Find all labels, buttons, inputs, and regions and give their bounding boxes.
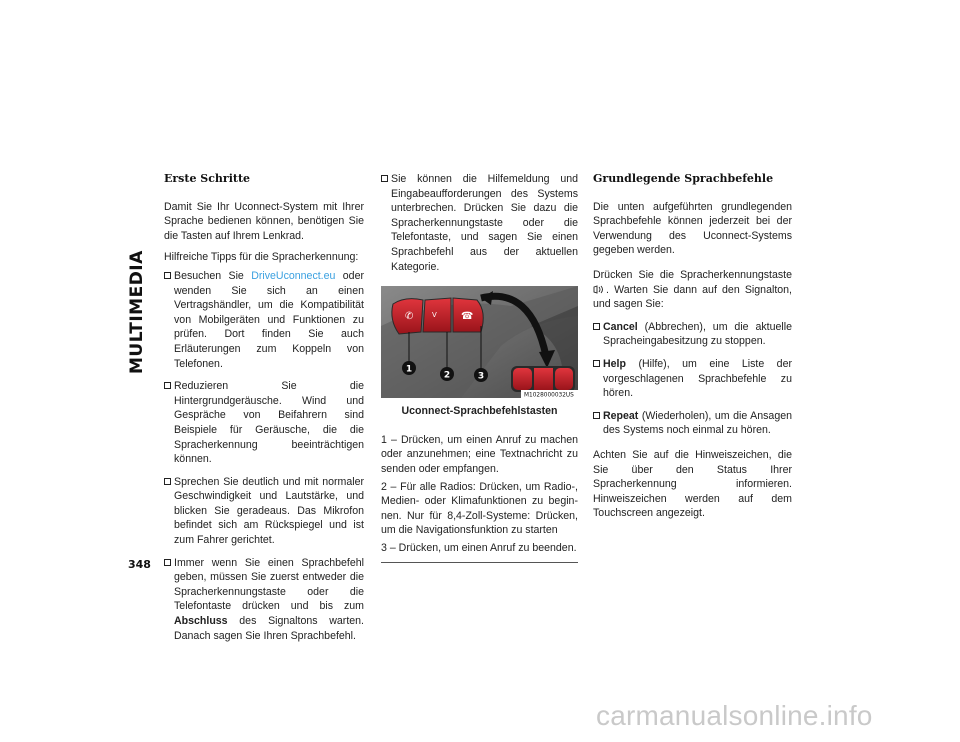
svg-text:1: 1 xyxy=(405,364,413,375)
callout-1 xyxy=(402,361,416,375)
press-voice-button-paragraph: Drücken Sie die Spracherkennungstaste . Warten Sie dann auf den Signalton, und sagen Sie: xyxy=(593,268,792,311)
button-cluster-inset xyxy=(511,366,575,392)
basic-commands-intro: Die unten aufgeführten grundlegenden Sprachbefehle können jederzeit bei der Verwendung des Uconnect-Systems gegeben werden. xyxy=(593,200,792,257)
tips-label: Hilfreiche Tipps für die Spracherkennung: xyxy=(164,251,359,264)
section-label: MULTIMEDIA xyxy=(127,250,147,374)
intro-paragraph: Damit Sie Ihr Uconnect-System mit Ihrer Sprache bedienen können, benötigen Sie die Tasten auf Ihrem Lenkrad. xyxy=(164,200,364,242)
legend-item-2: 2 – Für alle Radios: Drücken, um Radio-, Medien- oder Klimafunktionen zu beginnen. Nur für 8,4-Zoll-Systeme: Drücken, um die Navigationsfunktion zu starten xyxy=(381,480,578,537)
hint-signs-paragraph: Achten Sie auf die Hinweiszeichen, die Sie über den Status Ihrer Spracherkennung informieren. Hinweiszeichen werden auf dem Touchscreen angezeigt. xyxy=(593,448,792,520)
column-3 xyxy=(593,172,792,528)
checkbox-bullet-icon xyxy=(164,272,171,279)
checkbox-bullet-icon xyxy=(381,175,388,182)
checkbox-bullet-icon xyxy=(164,478,171,485)
watermark: carmanualsonline.info xyxy=(596,700,873,731)
column-1 xyxy=(164,172,364,651)
svg-text:3: 3 xyxy=(477,371,485,382)
steering-wheel-buttons-figure xyxy=(381,286,578,398)
page-number: 348 xyxy=(128,558,151,571)
figure-legend xyxy=(381,433,578,556)
divider-line xyxy=(381,562,578,563)
heading-erste-schritte: Erste Schritte xyxy=(164,172,251,185)
command-help: Help (Hilfe), um eine Liste der vorgeschlagenen Sprachbefehle zu hören. xyxy=(593,357,792,401)
legend-item-3: 3 – Drücken, um einen Anruf zu beenden. xyxy=(381,541,577,554)
svg-text:2: 2 xyxy=(443,370,451,381)
command-cancel: Cancel (Abbrechen), um die aktuelle Spracheingabesitzung zu stoppen. xyxy=(593,320,792,349)
checkbox-bullet-icon xyxy=(593,323,600,330)
callout-3 xyxy=(474,368,488,382)
bullet-interrupt-prompts: Sie können die Hilfemeldung und Eingabeaufforderungen des Systems unterbrechen. Drücken Sie dazu die Spracherkennungstaste oder die Telefontaste, und sagen Sie einen Sprachbefehl aus der aktuellen Kategorie. xyxy=(381,172,578,274)
steering-wheel-illustration xyxy=(381,286,578,398)
bullet-speak-clearly: Sprechen Sie deutlich und mit normaler Geschwindigkeit und Lautstärke, und blicken Sie geradeaus. Das Mikrofon befindet sich am Rückspiegel und ist zum Fahrer gerichtet. xyxy=(164,475,364,548)
bullet-press-button-first: Immer wenn Sie einen Sprachbefehl geben, müssen Sie zuerst entweder die Spracherkennungstaste oder die Telefontaste drücken und bis zum Abschluss des Signaltons warten. Danach sagen Sie Ihren Sprachbefehl. xyxy=(164,556,364,644)
checkbox-bullet-icon xyxy=(593,360,600,367)
svg-text:☎: ☎ xyxy=(461,311,474,323)
button-cluster-main xyxy=(392,298,483,334)
driveuconnect-link[interactable]: DriveUconnect.eu xyxy=(251,269,336,282)
callout-2 xyxy=(440,367,454,381)
svg-text:✆: ✆ xyxy=(405,311,414,323)
figure-code: M1028000032US xyxy=(524,392,574,399)
checkbox-bullet-icon xyxy=(164,382,171,389)
column-2 xyxy=(381,172,578,563)
figure-caption: Uconnect-Sprachbefehlstasten xyxy=(401,405,558,418)
checkbox-bullet-icon xyxy=(593,412,600,419)
voice-command-icon xyxy=(593,284,606,293)
checkbox-bullet-icon xyxy=(164,559,171,566)
svg-text:V: V xyxy=(432,311,437,320)
bullet-reduce-noise: Reduzieren Sie die Hintergrundgeräusche. Wind und Gespräche von Beifahrern sind Beispiele für Geräusche, die die Spracherkennung beeinträchtigen können. xyxy=(164,379,364,467)
heading-grundlegende-sprachbefehle: Grundlegende Sprachbefehle xyxy=(593,172,774,185)
bullet-visit-website: Besuchen Sie DriveUconnect.eu oder wenden Sie sich an einen Vertragshändler, um die Kompatibilität von Mobilgeräten und Funktionen zu prüfen. Dort finden Sie auch Erläuterungen zum Koppeln von Telefonen. xyxy=(164,269,364,371)
legend-item-1: 1 – Drücken, um einen Anruf zu machen oder anzunehmen; eine Textnachricht zu senden oder empfangen. xyxy=(381,433,578,475)
command-repeat: Repeat (Wiederholen), um die Ansagen des Systems noch einmal zu hören. xyxy=(593,409,792,438)
